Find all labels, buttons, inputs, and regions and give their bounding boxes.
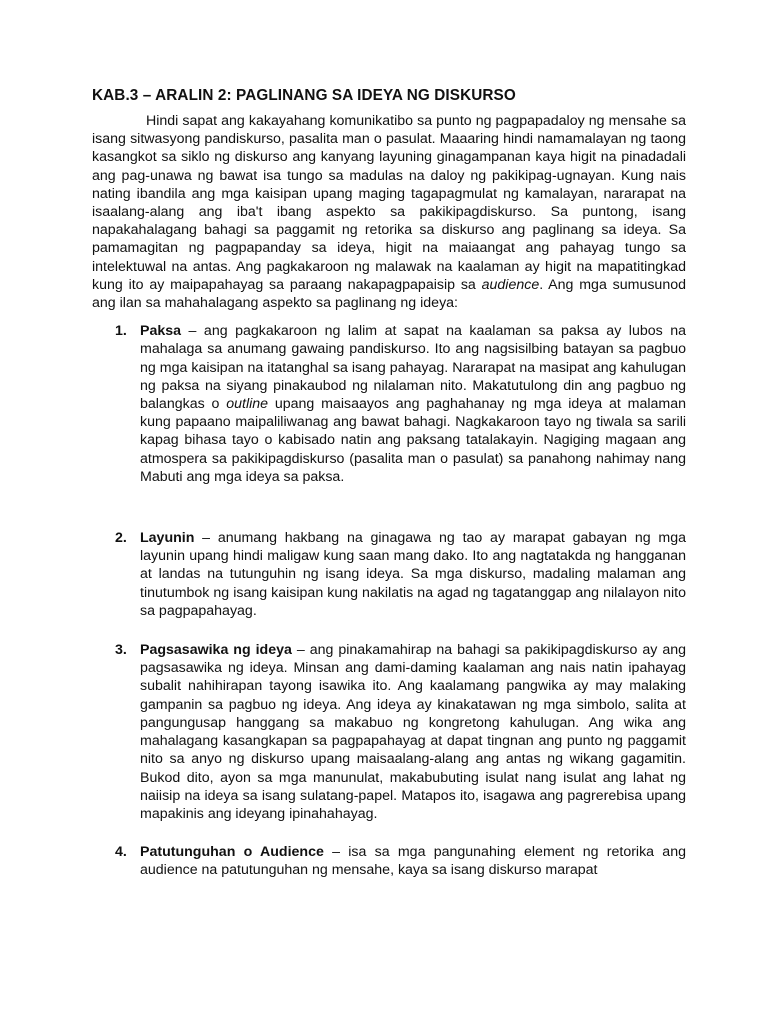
list-item-layunin [92,529,686,620]
list-item-pagsasawika [92,641,686,823]
list-item-audience [92,843,686,879]
intro-paragraph [92,112,686,312]
item-italic-word: outline [226,396,269,413]
item-term: Layunin [140,530,195,547]
item-text: – ang pinakamahirap na bahagi sa pakikipagdiskurso ay ang pagsasawika ng ideya. Minsan ang dami-daming kaalaman ang nais natin ipahayag subalit nahihirapan tayong isawika ito. Ang kaalamang pangwika ay may malaking gampanin sa pagbuo ng ideya. Ang ideya ay kinakatawan ng mga simbolo, salita at pangungusap hanggang sa makabuo ng kongretong kahulugan. Ang wika ang mahalagang kasangkapan sa pagpapahayag at dapat tingnan ang punto ng paggamit nito sa anyo ng diskurso upang maisaalang-alang ang antas ng wikang gagamitin. Bukod dito, ayon sa mga manunulat, makabubuting isulat nang isulat ang lahat ng naiisip na ideya sa isang sulatang-papel. Matapos ito, isagawa ang pagrerebisa upang mapakinis ang ideyang ipinahahayag. [140,642,686,822]
item-text-part-1: – ang pagkakaroon ng lalim at sapat na kaalaman sa paksa ay lubos na mahalaga sa anumang gawaing pandiskurso. Ito ang nagsisilbing batayan sa pagbuo ng mga kaisipan na itatanghal sa isang pahayag. Nararapat na masipat ang kahulugan ng paksa na siyang pinakaubod ng nilalaman nito. Makatutulong din ang pagbuo ng balangkas o [140,323,686,413]
intro-text-part-2: . Ang mga sumusunod ang ilan sa mahahalagang aspekto sa paglinang ng ideya: [92,276,686,312]
item-text-part-2: upang maisaayos ang paghahanay ng mga ideya at malaman kung papaano maipaliliwanag ang bawat bahagi. Nagkakaroon tayo ng tiwala sa sarili kapag bihasa tayo o kabisado natin ang paksang tatalakayin. Nagiging magaan ang atmospera sa pakikipagdiskurso (pasalita man o pasulat) sa panahong nahimay nang Mabuti ang mga ideya sa paksa. [140,396,686,485]
item-text: – isa sa mga pangunahing element ng retorika ang audience na patutunguhan ng mensahe, kaya sa isang diskurso marapat [140,844,686,879]
item-term: Paksa [140,323,182,340]
list-item-paksa [92,322,686,486]
item-number: 3. [115,642,127,659]
intro-text-part-1: Hindi sapat ang kakayahang komunikatibo sa punto ng pagpapadaloy ng mensahe sa isang sitwasyong pandiskurso, pasalita man o pasulat. Maaaring hindi namamalayan ng taong kasangkot sa siklo ng diskurso ang kanyang layuning ginagampanan kaya higit na pinadadali ang pag-unawa ng bawat isa tungo sa madulas na daloy ng pakikipag-ugnayan. Kung nais nating ibandila ang mga kaisipan upang maging tagapagmulat ng kamalayan, nararapat na isaalang-alang ang iba't ibang aspekto sa pakikipagdiskurso. Sa puntong, isang napakahalagang bahagi sa paggamit ng retorika sa diskurso ang paglinang sa ideya. Sa pamamagitan ng pagpapanday sa ideya, higit na maiaangat ang pahayag tungo sa intelektuwal na antas. Ang pagkakaroon ng malawak na kaalaman ay higit na mapatitingkad kung ito ay maipapahayag sa paraang nakapagpapaisip sa [92,113,686,293]
item-term: Pagsasawika ng ideya [140,642,292,659]
document-title: KAB.3 – ARALIN 2: PAGLINANG SA IDEYA NG DISKURSO [92,87,516,104]
item-number: 4. [115,844,127,861]
item-number: 2. [115,530,127,547]
item-text: – anumang hakbang na ginagawa ng tao ay marapat gabayan ng mga layunin upang hindi maligaw kung saan mang dako. Ito ang nagtatakda ng hangganan at landas na tutunguhin ng isang ideya. Sa mga diskurso, madaling malaman ang tinutumbok ng isang kaisipan kung nakilatis na agad ng tagatanggap ang nilalayon nito sa pagpapahayag. [140,530,686,619]
aspect-list [92,322,686,879]
item-number: 1. [115,323,127,340]
item-term: Patutunguhan o Audience [140,844,324,861]
intro-italic-word: audience [481,276,540,293]
